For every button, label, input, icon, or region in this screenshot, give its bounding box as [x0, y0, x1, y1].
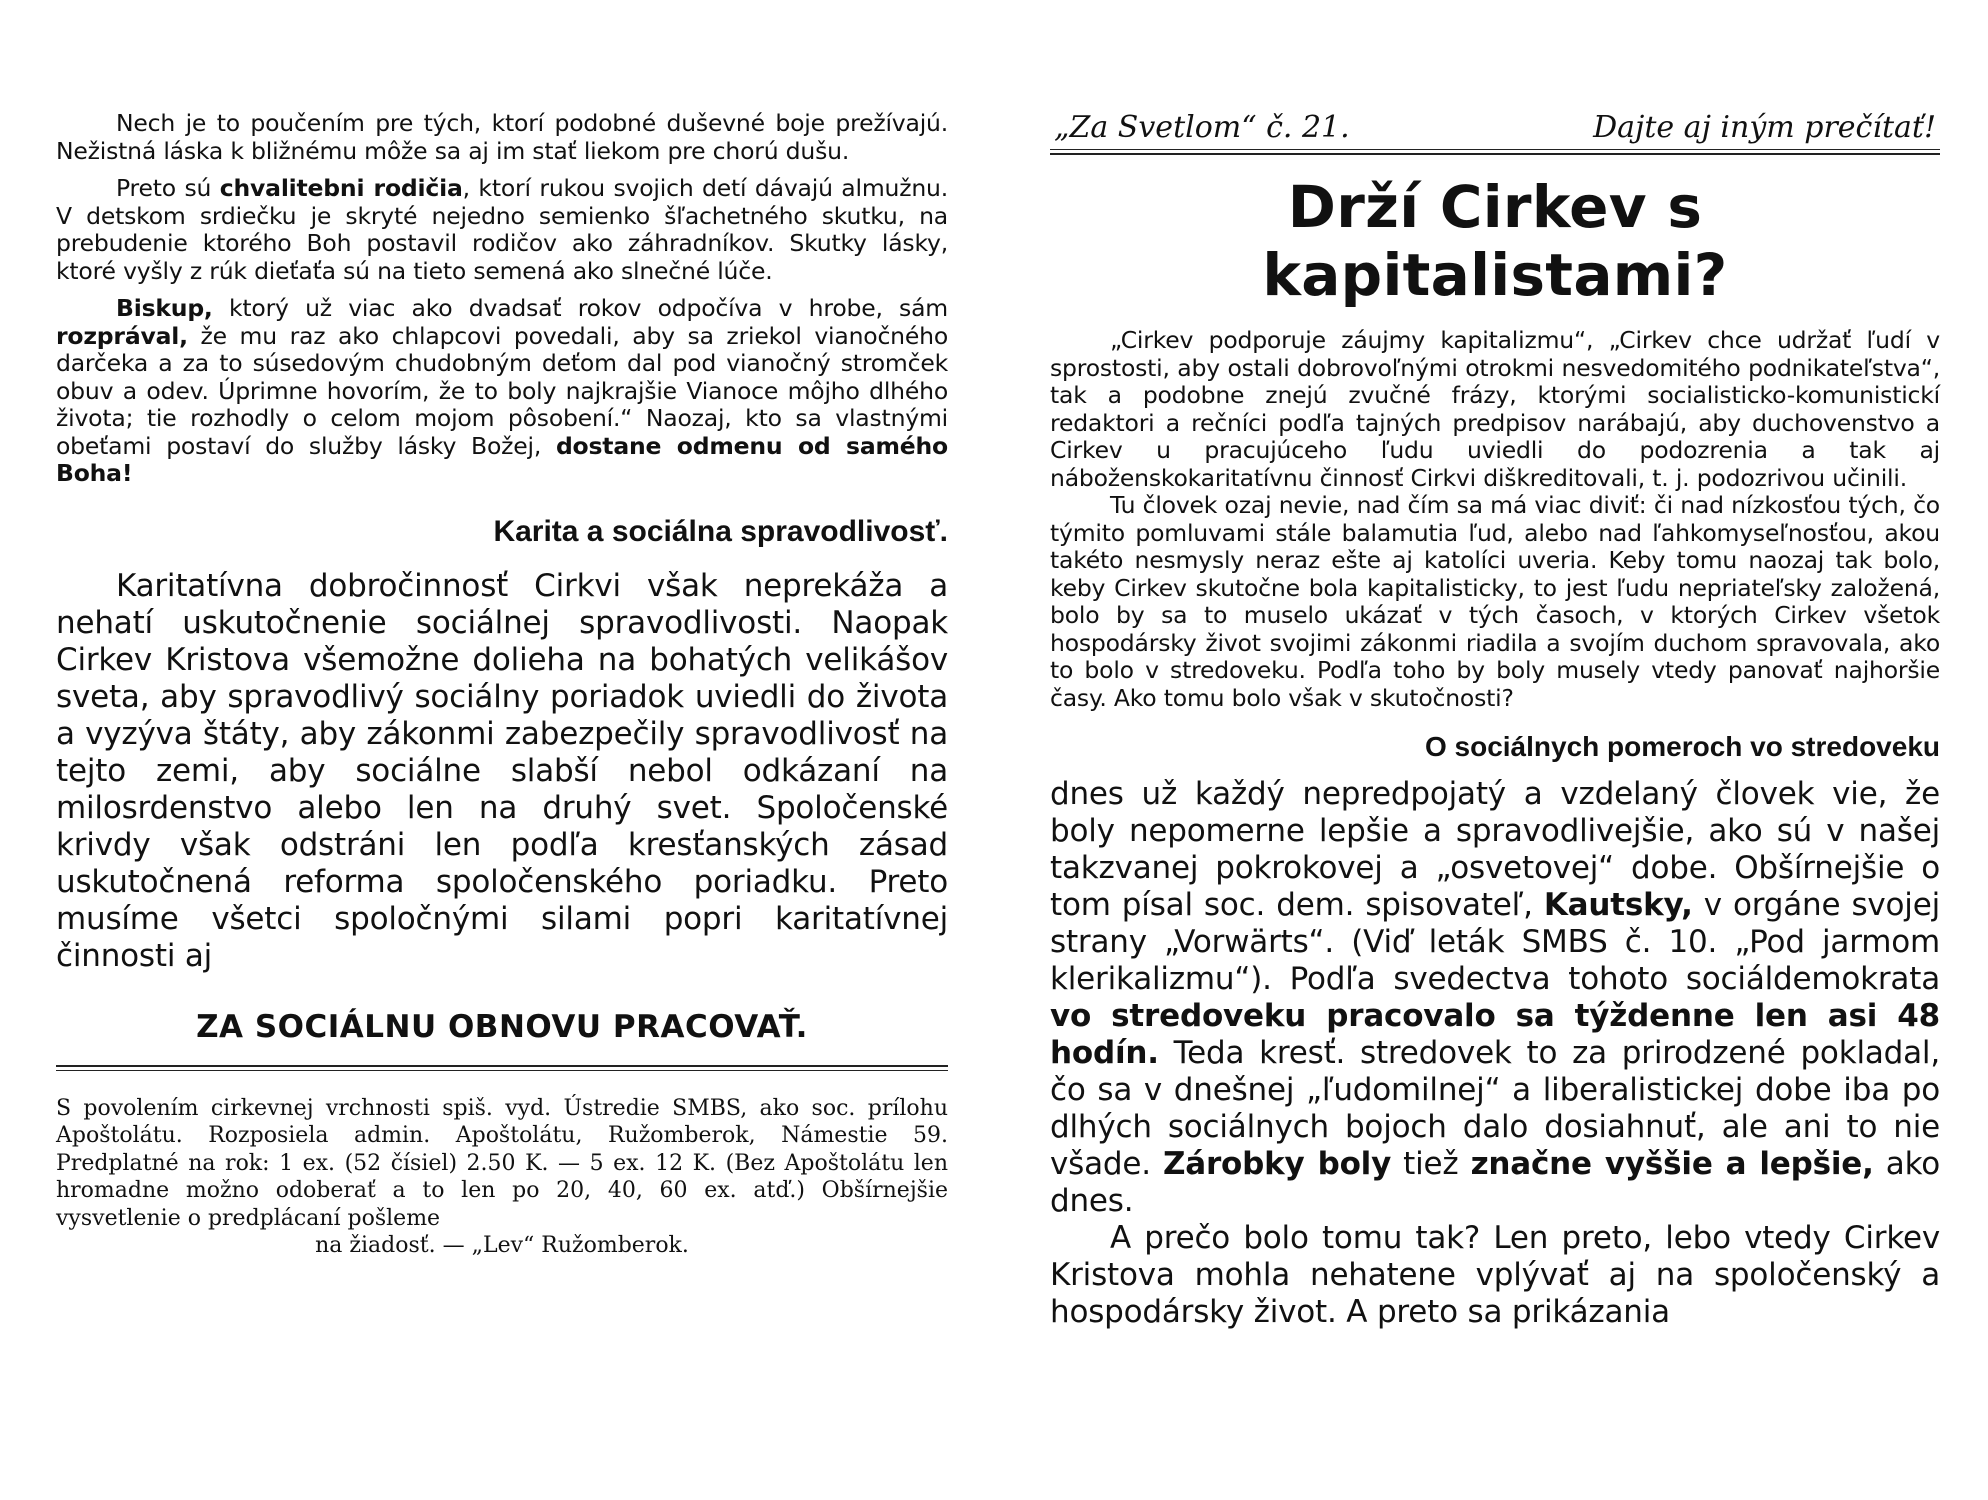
section-heading-charity: Karita a sociálna spravodlivosť. — [493, 514, 948, 548]
emphasis-work-hours: vo stredoveku pracovalo sa týždenne len asi 48 hodín. — [1050, 998, 1940, 1071]
left-page — [56, 110, 948, 1260]
section-heading-middle-ages: O sociálnych pomeroch vo stredoveku — [1424, 731, 1940, 762]
emphasis-reward: dostane odmenu od samého Boha! — [56, 431, 948, 487]
paragraph-wonder: Tu človek ozaj nevie, nad čím sa má viac diviť: či nad nízkosťou tých, čo týmito pomluvami stále balamutia ľud, alebo nad ľahkomyseľnosťou, akou takéto nesmysly neraz ešte aj katolíci uveria. Keby tomu naozaj tak bolo, keby Cirkev skutočne bola kapitalisticky, to jest ľudu nepriateľsky založená, bolo by sa to muselo ukázať v tých časoch, v ktorých Cirkev všetok hospodársky život svojimi zákonmi riadila a svojím duchom spravovala, ako to bolo v stredoveku. Podľa toho by boly musely vtedy panovať najhoršie časy. Ako tomu bolo však v skutočnosti? — [1050, 491, 1940, 712]
right-page — [1050, 110, 1940, 1331]
header-publication: „Za Svetlom“ č. 21. — [1054, 110, 1350, 145]
header-divider — [1050, 149, 1940, 155]
emphasis-told: rozprával, — [56, 321, 188, 350]
article-title: Drží Cirkev s kapitalistami? — [1262, 173, 1728, 309]
imprint-text: S povolením cirkevnej vrchnosti spiš. vyd. Ústredie SMBS, ako soc. prílohu Apoštolátu. Rozposiela admin. Apoštolátu, Ružomberok, Námestie 59. Predplatné na rok: 1 ex. (52 čísiel) 2.50 K. — 5 ex. 12 K. (Bez Apoštolátu len hromadne možno odoberať a to len po 20, 40, 60 ex. atď.) Obšírnejšie vysvetlenie o predplácaní pošleme — [56, 1095, 948, 1231]
running-header — [1050, 110, 1940, 149]
imprint-last-line: na žiadosť. — „Lev“ Ružomberok. — [315, 1233, 689, 1258]
paragraph-why: A prečo bolo tomu tak? Len preto, lebo vtedy Cirkev Kristova mohla nehatene vplývať aj na spoločenský a hospodársky život. A preto sa prikázania — [1050, 1220, 1940, 1330]
emphasis-bishop: Biskup, — [116, 294, 213, 322]
emphasis-praiseworthy-parents: chvalitebni rodičia — [219, 174, 463, 202]
divider — [56, 1065, 948, 1071]
paragraph-lesson: Nech je to poučením pre tých, ktorí podobné duševné boje prežívajú. Nežistná láska k bližnému môže sa aj im stať liekom pre chorú dušu. — [56, 109, 948, 165]
emphasis-kautsky: Kautsky, — [1543, 887, 1693, 923]
emphasis-higher-better: značne vyššie a lepšie, — [1470, 1146, 1874, 1182]
paragraph-claims: „Cirkev podporuje záujmy kapitalizmu“, „Cirkev chce udržať ľudí v sprostosti, aby ostali dobrovoľnými otrokmi nesvedomitého podnikateľstva“, tak a podobne znejú zvučné frázy, ktorými socialisticko-komunistickí redaktori a rečníci podľa tajných predpisov narábajú, aby duchovenstvo a Cirkev u pracujúceho ľudu uviedli do podozrenia a tak aj náboženskokaritatívnu činnosť Cirkvi diškreditovali, t. j. podozrivou učinili. — [1050, 326, 1940, 492]
section-heading-social-renewal: ZA SOCIÁLNU OBNOVU PRACOVAŤ. — [196, 1008, 808, 1045]
header-slogan: Dajte aj iným prečítať! — [1593, 110, 1936, 145]
emphasis-earnings: Zárobky boly — [1162, 1146, 1392, 1182]
paragraph-charity-justice: Karitatívna dobročinnosť Cirkvi však neprekáža a nehatí uskutočnenie sociálnej spravodlivosti. Naopak Cirkev Kristova všemožne dolieha na bohatých velikášov sveta, aby spravodlivý sociálny poriadok uviedli do života a vyzýva štáty, aby zákonmi zabezpečily spravodlivosť na tejto zemi, aby sociálne slabší nebol odkázaní na milosrdenstvo alebo len na druhý svet. Spoločenské krivdy však odstráni len podľa kresťanských zásad uskutočnená reforma spoločenského poriadku. Preto musíme všetci spoločnými silami popri karitatívnej činnosti aj — [56, 567, 948, 974]
paragraph-parents: Preto sú chvalitebni rodičia, ktorí rukou svojich detí dávajú almužnu. V detskom srdiečku je skryté nejedno semienko šľachetného skutku, na prebudenie ktorého Boh postavil rodičov ako záhradníkov. Skutky lásky, ktoré vyšly z rúk dieťaťa sú na tieto semená ako slnečné lúče. — [56, 174, 949, 285]
paragraph-middle-ages: dnes už každý nepredpojatý a vzdelaný človek vie, že boly nepomerne lepšie a spravodlivejšie, ako sú v našej takzvanej pokrokovej a „osvetovej“ dobe. Obšírnejšie o tom písal soc. dem. spisovateľ, Kautsky, v orgáne svojej strany „Vorwärts“. (Viď leták SMBS č. 10. „Pod jarmom klerikalizmu“). Podľa svedectva tohoto sociáldemokrata vo stredoveku pracovalo sa týždenne len asi 48 hodín. Teda kresť. stredovek to za prirodzené pokladal, čo sa v dnešnej „ľudomilnej“ a liberalistickej dobe iba po dlhých sociálnych bojoch dalo dosiahnuť, ale ani to nie všade. Zárobky boly tiež značne vyššie a lepšie, ako dnes. — [1050, 776, 1940, 1219]
paragraph-bishop: Biskup, ktorý už viac ako dvadsať rokov odpočíva v hrobe, sám rozprával, že mu raz ako chlapcovi povedali, aby sa zriekol vianočného darčeka a za to súsedovým chudobným deťom dal pod vianočný stromček obuv a odev. Úprimne hovorím, že to boly najkrajšie Vianoce môjho dlhého života; tie rozhodly o celom mojom pôsobení.“ Naozaj, kto sa vlastnými obeťami postaví do služby lásky Božej, dostane odmenu od samého Boha! — [56, 294, 948, 487]
